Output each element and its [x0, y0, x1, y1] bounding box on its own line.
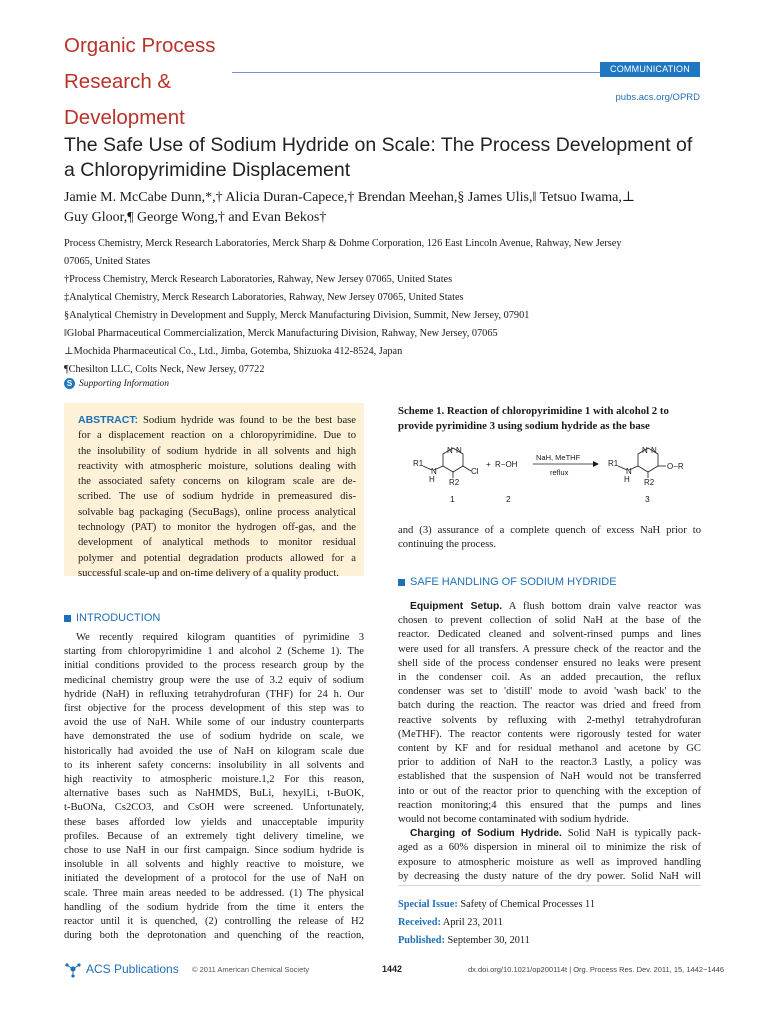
- published-label: Published:: [398, 935, 445, 946]
- section-bullet-icon: [64, 615, 71, 622]
- abstract-line: scribed. The use of sodium hydride in premeasured dis-: [78, 491, 356, 503]
- body-line: established that the suspension of NaH would not be transferred: [398, 771, 701, 783]
- scheme-caption-line1: Scheme 1. Reaction of chloropyrimidine 1 with alcohol 2 to: [398, 405, 669, 417]
- r1-label: R1: [608, 459, 619, 468]
- conditions-bottom: reflux: [550, 468, 569, 477]
- body-line: initial conditions provided to the process research group by the: [64, 660, 364, 672]
- abstract-line: for a displacement reaction on a chloropyrimidine. Due to: [78, 430, 356, 442]
- alcohol-reagent: R−OH: [495, 460, 518, 469]
- ring-n-label: N: [456, 446, 462, 455]
- supporting-info-link[interactable]: [64, 378, 169, 389]
- publisher-name: ACS Publications: [86, 962, 179, 976]
- safe-handling-body: [398, 600, 701, 884]
- article-meta: [398, 896, 595, 950]
- safe-handling-heading-text: SAFE HANDLING OF SODIUM HYDRIDE: [410, 576, 617, 588]
- supporting-info-label: Supporting Information: [79, 378, 169, 389]
- abstract-line: successful scale-up and on-time delivery of a quality product.: [78, 567, 339, 579]
- conditions-top: NaH, MeTHF: [536, 453, 581, 462]
- body-line: reaction monitoring;4 this ensured that the pumps and lines: [398, 799, 701, 811]
- body-line: handling of the sodium hydride from the time it enters the: [64, 901, 364, 913]
- body-line: A flush bottom drain valve reactor was: [508, 601, 701, 612]
- special-issue-label: Special Issue:: [398, 899, 458, 910]
- r2-label: R2: [449, 478, 460, 487]
- reaction-scheme: [398, 440, 701, 510]
- article-title: [64, 133, 714, 183]
- r1-label: R1: [413, 459, 424, 468]
- scheme-caption: [398, 404, 701, 433]
- body-line: t-BuONa, Cs2CO3, and CsOH were screened. Unfortunately,: [64, 802, 364, 814]
- journal-logo: [64, 28, 244, 136]
- body-line: We recently required kilogram quantities of pyrimidine 3: [76, 632, 364, 643]
- page-number: 1442: [382, 964, 403, 974]
- body-line: in the condenser coil. As an added precaution, the reflux: [398, 672, 701, 684]
- supporting-info-icon: S: [64, 378, 75, 389]
- received-label: Received:: [398, 917, 441, 928]
- amine-n-label: N: [626, 467, 632, 476]
- affiliation-line: ¶Chesilton LLC, Colts Neck, New Jersey, 07722: [64, 364, 265, 375]
- abstract-line: the associated safety concerns on kilogram scale are de-: [78, 476, 356, 488]
- abstract-label: ABSTRACT:: [78, 414, 139, 426]
- author-list: [64, 188, 714, 228]
- body-line: continuing the process.: [398, 539, 496, 551]
- doi-link[interactable]: dx.doi.org/10.1021/op200114t | Org. Process Res. Dev. 2011, 15, 1442−1446: [468, 965, 725, 974]
- introduction-heading: [64, 612, 160, 624]
- authors-line2: Guy Gloor,¶ George Wong,† and Evan Bekos†: [64, 210, 327, 225]
- body-line: Solid NaH is typically pack-: [567, 828, 701, 840]
- article-type-badge: COMMUNICATION: [600, 62, 700, 77]
- body-line: hydride (NaH) in refluxing tetrahydrofuran (THF) for 24 h. Our: [64, 688, 364, 700]
- body-line: medicinal chemistry group were the use of 3.2 equiv of sodium: [64, 674, 364, 686]
- acs-logo-icon: [64, 960, 82, 978]
- ring-n-label: N: [642, 446, 648, 455]
- authors-line1: Jamie M. McCabe Dunn,*,† Alicia Duran-Capece,† Brendan Meehan,§ James Ulis,‖ Tetsuo Iwama,⊥: [64, 190, 636, 205]
- amine-h-label: H: [429, 475, 435, 484]
- affiliation-line: Process Chemistry, Merck Research Laboratories, Merck Sharp & Dohme Corporation, 126 East Lincoln Avenue, Rahway, New Jersey: [64, 238, 622, 249]
- section-bullet-icon: [398, 579, 405, 586]
- journal-name-line3: Development: [64, 106, 185, 129]
- scheme-caption-line2: provide pyrimidine 3 using sodium hydride as the base: [398, 419, 650, 432]
- body-line: chose to use NaH in our first campaign. Since sodium hydride is: [64, 845, 364, 857]
- charging-runin: Charging of Sodium Hydride.: [410, 828, 562, 840]
- body-line: alternative bases such as NaHMDS, BuLi, hexylLi, t-BuOK,: [64, 788, 364, 800]
- body-line: these bases afforded low yields and unacceptable impurity: [64, 816, 364, 828]
- ring-n-label: N: [447, 446, 453, 455]
- published-date: September 30, 2011: [447, 935, 530, 946]
- affiliations: [64, 235, 714, 379]
- abstract-line: development of analytical methods to monitor residual: [78, 537, 356, 549]
- affiliation-line: ⊥Mochida Pharmaceutical Co., Ltd., Jimba, Gotemba, Shizuoka 412-8524, Japan: [64, 346, 403, 357]
- affiliation-line: †Process Chemistry, Merck Research Laboratories, Rahway, New Jersey 07065, United States: [64, 274, 453, 285]
- body-line: exposure to atmospheric moisture as well as improved handling: [398, 856, 701, 868]
- body-line: into or out of the reactor prior to quenching with the exception of: [398, 785, 701, 797]
- abstract-box: [64, 403, 364, 579]
- introduction-heading-text: INTRODUCTION: [76, 612, 161, 624]
- r2-label: R2: [644, 478, 655, 487]
- body-line: chosen to prevent collection of solid NaH at the base of the: [398, 615, 701, 627]
- body-line: condenser was set to 'distill' mode to avoid 'wash back' to the: [398, 686, 701, 698]
- plus-sign: +: [486, 460, 491, 469]
- journal-name-line2: Research &: [64, 70, 172, 93]
- title-line2: a Chloropyrimidine Displacement: [64, 159, 351, 181]
- body-line: were used for all transfers. A pressure check of the reactor and the: [398, 643, 701, 655]
- abstract-line: the insolubility of sodium hydride in all solvents and high: [78, 445, 356, 457]
- abstract-line: polymer and potential degradation products allowed for a: [78, 552, 356, 564]
- received-date: April 23, 2011: [442, 917, 503, 928]
- body-line: would not become contaminated with sodium hydride.: [398, 814, 629, 826]
- page-footer: [64, 960, 725, 980]
- arrowhead-icon: [593, 461, 599, 467]
- affiliation-line: ‖Global Pharmaceutical Commercialization, Merck Manufacturing Division, Rahway, New Jersey, 07065: [64, 328, 498, 339]
- acs-publications-logo[interactable]: [64, 960, 179, 978]
- body-line: aged as a 60% dispersion in mineral oil to minimize the risk of: [398, 842, 701, 854]
- meta-divider: [398, 885, 701, 886]
- body-line: and (3) assurance of a complete quench of excess NaH prior to: [398, 525, 701, 536]
- abstract-line: reactivity with atmospheric moisture, solutions dealing with: [78, 460, 356, 472]
- body-line: high reactivity to atmospheric moisture.1,2 For this reason,: [64, 774, 364, 786]
- header-rule: [232, 72, 632, 73]
- journal-name-line1: Organic Process: [64, 34, 216, 57]
- body-line: historically had avoided the use of NaH on kilogram scale due: [64, 745, 364, 757]
- body-line: starting from chloropyrimidine 1 and alcohol 2 (Scheme 1). The: [64, 646, 364, 658]
- journal-url-link[interactable]: pubs.acs.org/OPRD: [615, 92, 700, 103]
- abstract-line: technology (PAT) to monitor the hydrogen off-gas, and the: [78, 522, 356, 534]
- body-line: by decreasing the dusty nature of the dry power. Solid NaH will: [398, 870, 701, 882]
- body-line: have demonstrated the use of sodium hydride on scale, we: [64, 731, 364, 743]
- body-line: prior to addition of NaH to the reactor.3 Lastly, a policy was: [398, 757, 701, 769]
- body-line: batch during the reaction. The reactor was dried and freed from: [398, 700, 701, 712]
- col2-intro: [398, 524, 701, 552]
- abstract-line: solvable bag packaging (SecuBags), online process analytical: [78, 506, 356, 518]
- compound-3-label: 3: [645, 494, 650, 504]
- body-line: during both the deprotonation and quenching of the reaction,: [64, 930, 364, 942]
- body-line: reactor. Dedicated cleaned and solvent-rinsed pumps and lines: [398, 629, 701, 641]
- body-line: insoluble in all solvents and highly reactive to moisture, we: [64, 859, 364, 871]
- body-line: profiles. Because of an extremely tight delivery timeline, we: [64, 830, 364, 842]
- special-issue-link[interactable]: Safety of Chemical Processes 11: [460, 899, 595, 910]
- body-line: to its inherent safety concerns: insolubility in all solvents and: [64, 759, 364, 771]
- amine-h-label: H: [624, 475, 630, 484]
- body-line: reactive solvents by refluxing with 2-methyl tetrahydrofuran: [398, 714, 701, 726]
- safe-handling-heading: [398, 576, 617, 588]
- compound-1-label: 1: [450, 494, 455, 504]
- compound-2-label: 2: [506, 494, 511, 504]
- affiliation-line: 07065, United States: [64, 256, 151, 267]
- cl-label: Cl: [471, 467, 479, 476]
- abstract-first-line: Sodium hydride was found to be the best base: [143, 415, 356, 426]
- ether-label: O−R: [667, 462, 684, 471]
- affiliation-line: §Analytical Chemistry in Development and Supply, Merck Manufacturing Division, Summit, New Jersey, 07901: [64, 310, 530, 321]
- body-line: shell side of the process condenser ensured no leaks were present: [398, 657, 701, 669]
- body-line: scale. Three main areas needed to be addressed. (1) The physical: [64, 887, 364, 899]
- amine-n-label: N: [431, 467, 437, 476]
- title-line1: The Safe Use of Sodium Hydride on Scale: The Process Development of: [64, 134, 693, 156]
- affiliation-line: ‡Analytical Chemistry, Merck Research Laboratories, Rahway, New Jersey 07065, United States: [64, 292, 464, 303]
- ring-n-label: N: [651, 446, 657, 455]
- body-line: avoid the use of NaH. While some of our industry counterparts: [64, 717, 364, 729]
- body-line: (MeTHF). The reactor contents were rigorously tested for water: [398, 728, 701, 740]
- introduction-body: [64, 631, 364, 943]
- body-line: first objective for the process development of this step was to: [64, 703, 364, 715]
- body-line: initiated the development of a protocol for the use of NaH on: [64, 873, 364, 885]
- copyright-text: © 2011 American Chemical Society: [192, 965, 310, 974]
- body-line: reactor until it is quenched, (2) controlling the release of H2: [64, 916, 364, 928]
- body-line: content by KF and for residual methanol and acetone by GC: [398, 743, 701, 755]
- equipment-setup-runin: Equipment Setup.: [410, 601, 503, 612]
